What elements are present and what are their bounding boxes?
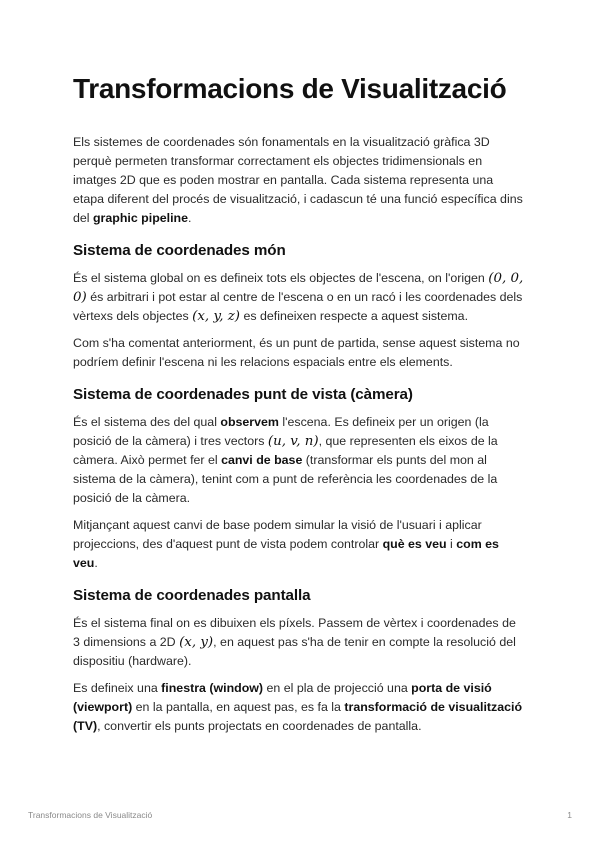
math-xyz: (x, y, z) — [192, 309, 241, 324]
text-span: es defineixen respecte a aquest sistema. — [240, 309, 469, 323]
bold-porta-de-visio: porta de visió (viewport) — [73, 681, 492, 714]
text-span: . — [94, 556, 98, 570]
footer-title: Transformacions de Visualització — [28, 810, 153, 820]
section-heading-world: Sistema de coordenades món — [73, 242, 286, 259]
text-span: l'escena. Es defineix per un origen (la posició de la càmera) i tres vectors — [73, 415, 489, 448]
text-span: És el sistema des del qual — [73, 415, 221, 429]
text-span: és arbitrari i pot estar al centre de l'escena o en un racó i les coordenades dels vèrtexs dels objectes — [73, 290, 523, 323]
page-number: 1 — [567, 810, 572, 820]
text-span: , en aquest pas s'ha de tenir en compte la resolució del dispositiu (hardware). — [73, 635, 516, 668]
bold-observem: observem — [220, 415, 279, 429]
text-span: , que representen els eixos de la càmera. Això permet fer el — [73, 434, 498, 467]
intro-paragraph — [73, 133, 525, 228]
section-heading-camera: Sistema de coordenades punt de vista (càmera) — [73, 386, 413, 403]
math-uvn: (u, v, n) — [267, 434, 319, 449]
section-camera-paragraph-2 — [73, 516, 525, 573]
math-origin: (0, 0, 0) — [73, 271, 524, 305]
math-xy: (x, y) — [179, 635, 214, 650]
text-span: Mitjançant aquest canvi de base podem simular la visió de l'usuari i aplicar projeccions, des d'aquest punt de vista podem controlar — [73, 518, 482, 551]
section-world-paragraph-1 — [73, 269, 525, 326]
text-span: (transformar els punts del mon al sistema de la càmera), tenint com a punt de referència les coordenades de la posició de la càmera. — [73, 453, 498, 505]
bold-canvi-de-base: canvi de base — [221, 453, 303, 467]
bold-que-es-veu: què es veu — [382, 537, 447, 551]
text-span: Es defineix una — [73, 681, 162, 695]
page-title: Transformacions de Visualització — [73, 73, 507, 104]
text-span: , convertir els punts projectats en coordenades de pantalla. — [97, 719, 422, 733]
text-span: en la pantalla, en aquest pas, es fa la — [132, 700, 345, 714]
bold-finestra: finestra (window) — [161, 681, 264, 695]
intro-bold-graphic-pipeline: graphic pipeline — [92, 211, 188, 225]
section-heading-screen: Sistema de coordenades pantalla — [73, 587, 311, 604]
text-span: És el sistema final on es dibuixen els píxels. Passem de vèrtex i coordenades de 3 dimensions a 2D — [73, 616, 516, 649]
text-span: en el pla de projecció una — [263, 681, 412, 695]
bold-com-es-veu: com es veu — [73, 537, 499, 570]
section-screen-paragraph-2 — [73, 679, 525, 736]
text-span: i — [446, 537, 457, 551]
bold-transformacio-tv: transformació de visualització (TV) — [73, 700, 523, 733]
section-world-paragraph-2: Com s'ha comentat anteriorment, és un punt de partida, sense aquest sistema no podríem definir l'escena ni les relacions espacials entre els elements. — [73, 336, 520, 369]
intro-text-1: Els sistemes de coordenades són fonamentals en la visualització gràfica 3D perquè permeten transformar correctament els objectes tridimensionals en imatges 2D que es poden mostrar en pantalla. Cada sistema representa una etapa diferent del procés de visualització, i cadascun té una funció específica dins del — [73, 135, 523, 225]
section-screen-paragraph-1 — [73, 614, 525, 671]
section-camera-paragraph-1 — [73, 413, 525, 508]
page-footer — [28, 810, 572, 820]
intro-text-2: . — [188, 211, 192, 225]
text-span: És el sistema global on es defineix tots els objectes de l'escena, on l'origen — [73, 271, 489, 285]
document-page — [73, 72, 525, 744]
